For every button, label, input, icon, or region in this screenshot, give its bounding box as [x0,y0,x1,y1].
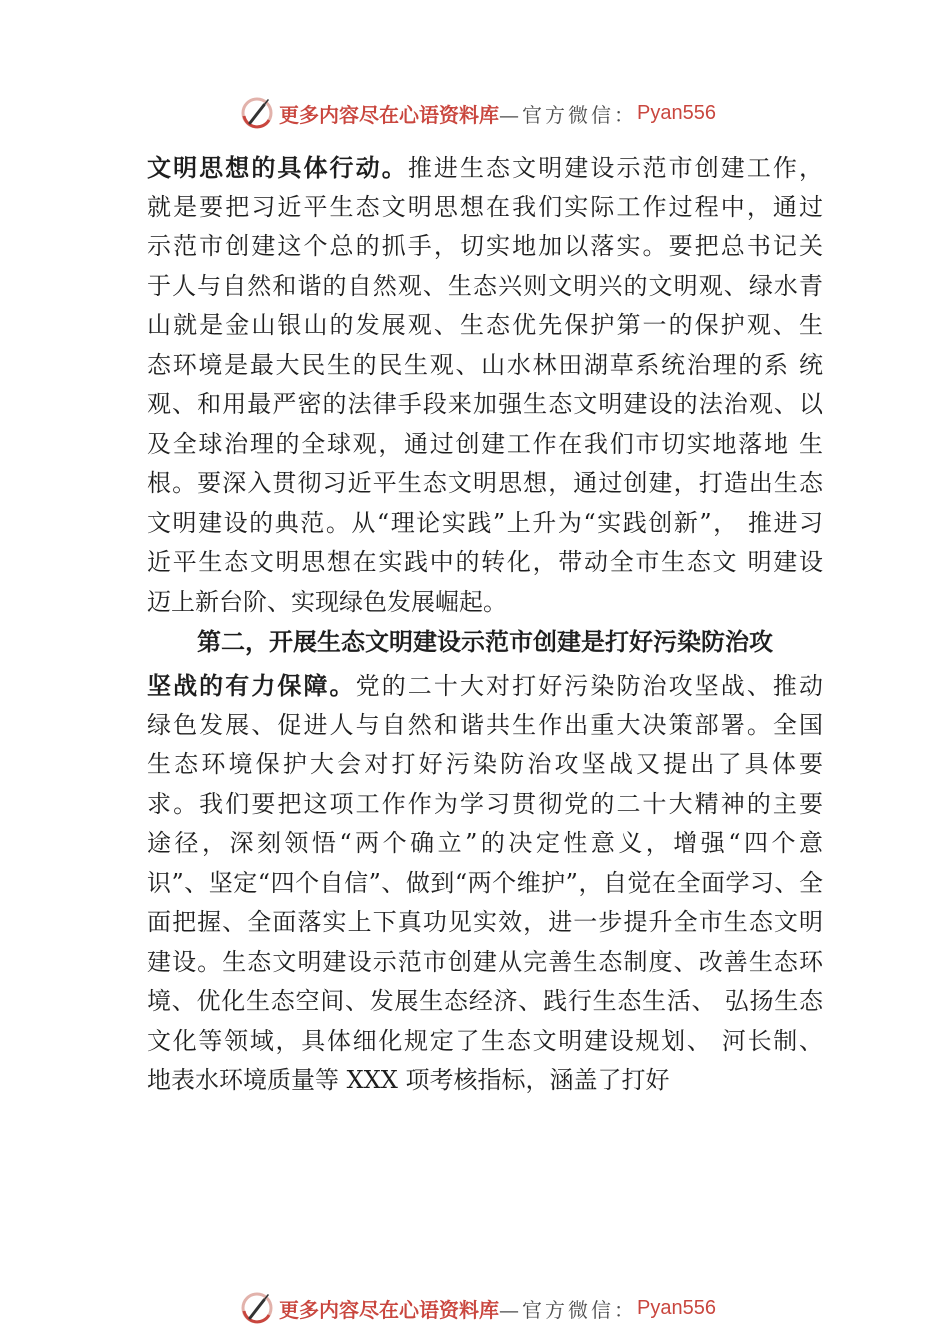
body-line: 示范市创建这个总的抓手，切实地加以落实。要把总书记关 [147,232,823,260]
watermark-wechat-id: Pyan556 [637,101,716,124]
footer-watermark [240,1291,716,1325]
body-line: 绿色发展、促进人与自然和谐共生作出重大决策部署。全国 [147,710,823,739]
body-line: 文化等领域，具体细化规定了生态文明建设规划、 河长制、 [147,1026,823,1055]
watermark-brand: 更多内容尽在心语资料库 [279,1297,499,1322]
body-line: 建设。生态文明建设示范市创建从完善生态制度、改善生态环 [147,947,823,976]
watermark-separator: —官方微信： [499,102,637,127]
body-line: 根。要深入贯彻习近平生态文明思想，通过创建，打造出生态 [147,469,823,497]
line-text: 推进生态文明建设示范市创建工作， [407,154,823,182]
body-line: 生态环境保护大会对打好污染防治攻坚战又提出了具体要 [147,750,823,778]
body-line: 面把握、全面落实上下真功见实效，进一步提升全市生态文明 [147,908,823,936]
body-line: 态环境是最大民生的民生观、山水林田湖草系统治理的系 统 [147,350,823,379]
body-line: 识”、坚定“四个自信”、做到“两个维护”，自觉在全面学习、全 [147,868,823,897]
body-line: 途径，深刻领悟“两个确立”的决定性意义，增强“四个意 [147,829,823,857]
body-line: 观、和用最严密的法律手段来加强生态文明建设的法治观、以 [147,390,823,418]
body-line: 文明建设的典范。从“理论实践”上升为“实践创新”， 推进习 [147,508,823,537]
document-body [147,148,823,1101]
quill-logo-icon [240,96,274,130]
body-line: 境、优化生态空间、发展生态经济、践行生态生活、 弘扬生态 [147,987,823,1015]
bold-lead: 文明思想的具体行动。 [147,153,408,182]
watermark-separator: —官方微信： [499,1297,637,1322]
body-line: 于人与自然和谐的自然观、生态兴则文明兴的文明观、绿水青 [147,271,823,300]
body-line [147,666,823,706]
header-watermark [240,96,716,130]
watermark-wechat-id: Pyan556 [637,1296,716,1319]
watermark-brand: 更多内容尽在心语资料库 [279,102,499,127]
bold-lead: 坚战的有力保障。 [147,671,356,700]
section-heading: 第二，开展生态文明建设示范市创建是打好污染防治攻 [197,627,773,656]
body-line [147,148,823,188]
body-line: 近平生态文明思想在实践中的转化，带动全市生态文 明建设 [147,548,823,576]
quill-logo-icon [240,1291,274,1325]
body-line: 迈上新台阶、实现绿色发展崛起。 [147,587,507,616]
body-line: 地表水环境质量等 XXX 项考核指标，涵盖了打好 [147,1066,670,1094]
body-line: 及全球治理的全球观，通过创建工作在我们市切实地落地 生 [147,429,823,458]
body-line: 山就是金山银山的发展观、生态优先保护第一的保护观、生 [147,311,823,339]
line-text: 党的二十大对打好污染防治攻坚战、推动 [355,672,823,700]
body-line: 就是要把习近平生态文明思想在我们实际工作过程中，通过 [147,192,823,221]
body-line: 求。我们要把这项工作作为学习贯彻党的二十大精神的主要 [147,789,823,818]
